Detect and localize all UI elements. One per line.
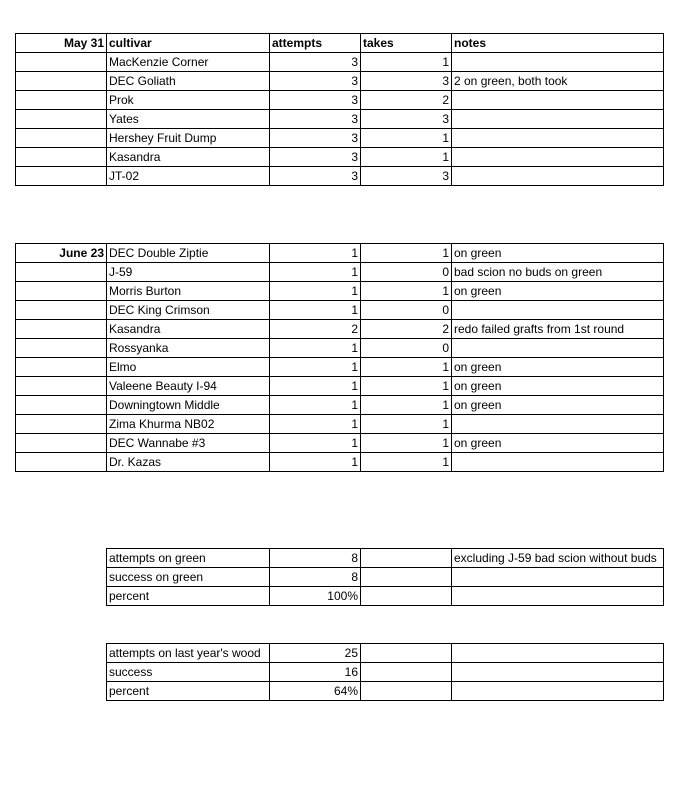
summary-row xyxy=(107,568,664,587)
summary-notes-cell xyxy=(452,587,664,606)
summary-value-cell: 25 xyxy=(270,644,361,663)
notes-cell: on green xyxy=(452,282,664,301)
attempts-cell: 1 xyxy=(270,263,361,282)
may-31-table-body xyxy=(16,34,664,186)
summary-value-cell: 16 xyxy=(270,663,361,682)
table-row xyxy=(16,339,664,358)
cultivar-cell: Hershey Fruit Dump xyxy=(107,129,270,148)
takes-header: takes xyxy=(361,34,452,53)
table-row xyxy=(16,167,664,186)
cultivar-cell: Morris Burton xyxy=(107,282,270,301)
takes-cell: 1 xyxy=(361,358,452,377)
takes-cell: 0 xyxy=(361,339,452,358)
takes-cell: 1 xyxy=(361,415,452,434)
notes-cell xyxy=(452,167,664,186)
attempts-cell: 3 xyxy=(270,91,361,110)
date-cell xyxy=(16,91,107,110)
summary-notes-cell xyxy=(452,682,664,701)
notes-cell xyxy=(452,453,664,472)
notes-cell: on green xyxy=(452,377,664,396)
takes-cell: 1 xyxy=(361,148,452,167)
summary-wood-table xyxy=(106,643,664,701)
notes-cell xyxy=(452,129,664,148)
date-cell xyxy=(16,377,107,396)
attempts-cell: 1 xyxy=(270,301,361,320)
attempts-cell: 1 xyxy=(270,415,361,434)
table-row xyxy=(16,320,664,339)
table-row xyxy=(16,434,664,453)
summary-label-cell: success xyxy=(107,663,270,682)
cultivar-cell: Rossyanka xyxy=(107,339,270,358)
summary-empty-cell xyxy=(361,682,452,701)
notes-cell xyxy=(452,301,664,320)
attempts-cell: 3 xyxy=(270,167,361,186)
summary-green-table xyxy=(106,548,664,606)
takes-cell: 1 xyxy=(361,53,452,72)
takes-cell: 1 xyxy=(361,377,452,396)
attempts-cell: 1 xyxy=(270,282,361,301)
cultivar-cell: Kasandra xyxy=(107,148,270,167)
summary-empty-cell xyxy=(361,568,452,587)
date-cell xyxy=(16,301,107,320)
takes-cell: 2 xyxy=(361,320,452,339)
summary-empty-cell xyxy=(361,587,452,606)
date-cell xyxy=(16,129,107,148)
cultivar-cell: J-59 xyxy=(107,263,270,282)
cultivar-cell: Dr. Kazas xyxy=(107,453,270,472)
cultivar-cell: Valeene Beauty I-94 xyxy=(107,377,270,396)
date-cell: May 31 xyxy=(16,34,107,53)
table-row xyxy=(16,91,664,110)
cultivar-cell: DEC Double Ziptie xyxy=(107,244,270,263)
attempts-cell: 1 xyxy=(270,377,361,396)
attempts-cell: 3 xyxy=(270,53,361,72)
summary-row xyxy=(107,587,664,606)
summary-value-cell: 8 xyxy=(270,549,361,568)
summary-label-cell: attempts on green xyxy=(107,549,270,568)
cultivar-cell: DEC King Crimson xyxy=(107,301,270,320)
notes-cell xyxy=(452,110,664,129)
attempts-cell: 3 xyxy=(270,72,361,91)
attempts-cell: 3 xyxy=(270,148,361,167)
table-row xyxy=(16,263,664,282)
cultivar-cell: Prok xyxy=(107,91,270,110)
summary-green-body xyxy=(107,549,664,606)
takes-cell: 3 xyxy=(361,110,452,129)
summary-notes-cell xyxy=(452,663,664,682)
summary-empty-cell xyxy=(361,663,452,682)
date-cell xyxy=(16,415,107,434)
date-cell xyxy=(16,453,107,472)
table-row xyxy=(16,244,664,263)
attempts-cell: 1 xyxy=(270,244,361,263)
june-23-table-body xyxy=(16,244,664,472)
notes-cell: on green xyxy=(452,396,664,415)
date-cell xyxy=(16,72,107,91)
attempts-cell: 1 xyxy=(270,358,361,377)
summary-notes-cell xyxy=(452,644,664,663)
cultivar-cell: Elmo xyxy=(107,358,270,377)
cultivar-cell: Yates xyxy=(107,110,270,129)
summary-wood-body xyxy=(107,644,664,701)
attempts-cell: 1 xyxy=(270,396,361,415)
summary-label-cell: attempts on last year's wood xyxy=(107,644,270,663)
notes-cell xyxy=(452,53,664,72)
date-cell xyxy=(16,396,107,415)
summary-row xyxy=(107,663,664,682)
date-cell xyxy=(16,167,107,186)
june-23-grafts-table xyxy=(15,243,664,472)
cultivar-cell: Kasandra xyxy=(107,320,270,339)
notes-cell: bad scion no buds on green xyxy=(452,263,664,282)
summary-empty-cell xyxy=(361,644,452,663)
cultivar-cell: DEC Wannabe #3 xyxy=(107,434,270,453)
attempts-cell: 1 xyxy=(270,339,361,358)
may-31-grafts-table xyxy=(15,33,664,186)
notes-cell: redo failed grafts from 1st round xyxy=(452,320,664,339)
cultivar-cell: Zima Khurma NB02 xyxy=(107,415,270,434)
summary-notes-cell xyxy=(452,568,664,587)
summary-label-cell: success on green xyxy=(107,568,270,587)
takes-cell: 1 xyxy=(361,453,452,472)
table-row xyxy=(16,415,664,434)
date-cell xyxy=(16,339,107,358)
takes-cell: 1 xyxy=(361,129,452,148)
date-cell xyxy=(16,434,107,453)
attempts-cell: 2 xyxy=(270,320,361,339)
summary-value-cell: 64% xyxy=(270,682,361,701)
cultivar-cell: MacKenzie Corner xyxy=(107,53,270,72)
takes-cell: 0 xyxy=(361,263,452,282)
notes-cell xyxy=(452,339,664,358)
table-row xyxy=(16,110,664,129)
attempts-cell: 3 xyxy=(270,110,361,129)
table-row xyxy=(16,129,664,148)
table-row xyxy=(16,453,664,472)
takes-cell: 1 xyxy=(361,282,452,301)
takes-cell: 3 xyxy=(361,72,452,91)
cultivar-cell: Downingtown Middle xyxy=(107,396,270,415)
notes-cell: on green xyxy=(452,358,664,377)
notes-cell: on green xyxy=(452,244,664,263)
attempts-header: attempts xyxy=(270,34,361,53)
takes-cell: 1 xyxy=(361,396,452,415)
notes-cell xyxy=(452,148,664,167)
summary-label-cell: percent xyxy=(107,682,270,701)
summary-value-cell: 100% xyxy=(270,587,361,606)
date-cell xyxy=(16,263,107,282)
summary-row xyxy=(107,549,664,568)
notes-cell: on green xyxy=(452,434,664,453)
notes-cell: 2 on green, both took xyxy=(452,72,664,91)
date-cell xyxy=(16,110,107,129)
summary-empty-cell xyxy=(361,549,452,568)
summary-notes-cell: excluding J-59 bad scion without buds xyxy=(452,549,664,568)
summary-value-cell: 8 xyxy=(270,568,361,587)
table-row xyxy=(16,148,664,167)
takes-cell: 2 xyxy=(361,91,452,110)
notes-cell xyxy=(452,415,664,434)
header-row xyxy=(16,34,664,53)
date-cell xyxy=(16,282,107,301)
attempts-cell: 3 xyxy=(270,129,361,148)
takes-cell: 1 xyxy=(361,244,452,263)
table-row xyxy=(16,72,664,91)
notes-header: notes xyxy=(452,34,664,53)
table-row xyxy=(16,396,664,415)
table-row xyxy=(16,301,664,320)
takes-cell: 0 xyxy=(361,301,452,320)
date-cell xyxy=(16,148,107,167)
table-row xyxy=(16,377,664,396)
table-row xyxy=(16,358,664,377)
table-row xyxy=(16,282,664,301)
takes-cell: 1 xyxy=(361,434,452,453)
summary-row xyxy=(107,644,664,663)
cultivar-header: cultivar xyxy=(107,34,270,53)
table-row xyxy=(16,53,664,72)
notes-cell xyxy=(452,91,664,110)
takes-cell: 3 xyxy=(361,167,452,186)
date-cell xyxy=(16,358,107,377)
summary-label-cell: percent xyxy=(107,587,270,606)
cultivar-cell: JT-02 xyxy=(107,167,270,186)
cultivar-cell: DEC Goliath xyxy=(107,72,270,91)
date-cell xyxy=(16,53,107,72)
attempts-cell: 1 xyxy=(270,434,361,453)
date-cell: June 23 xyxy=(16,244,107,263)
summary-row xyxy=(107,682,664,701)
attempts-cell: 1 xyxy=(270,453,361,472)
date-cell xyxy=(16,320,107,339)
